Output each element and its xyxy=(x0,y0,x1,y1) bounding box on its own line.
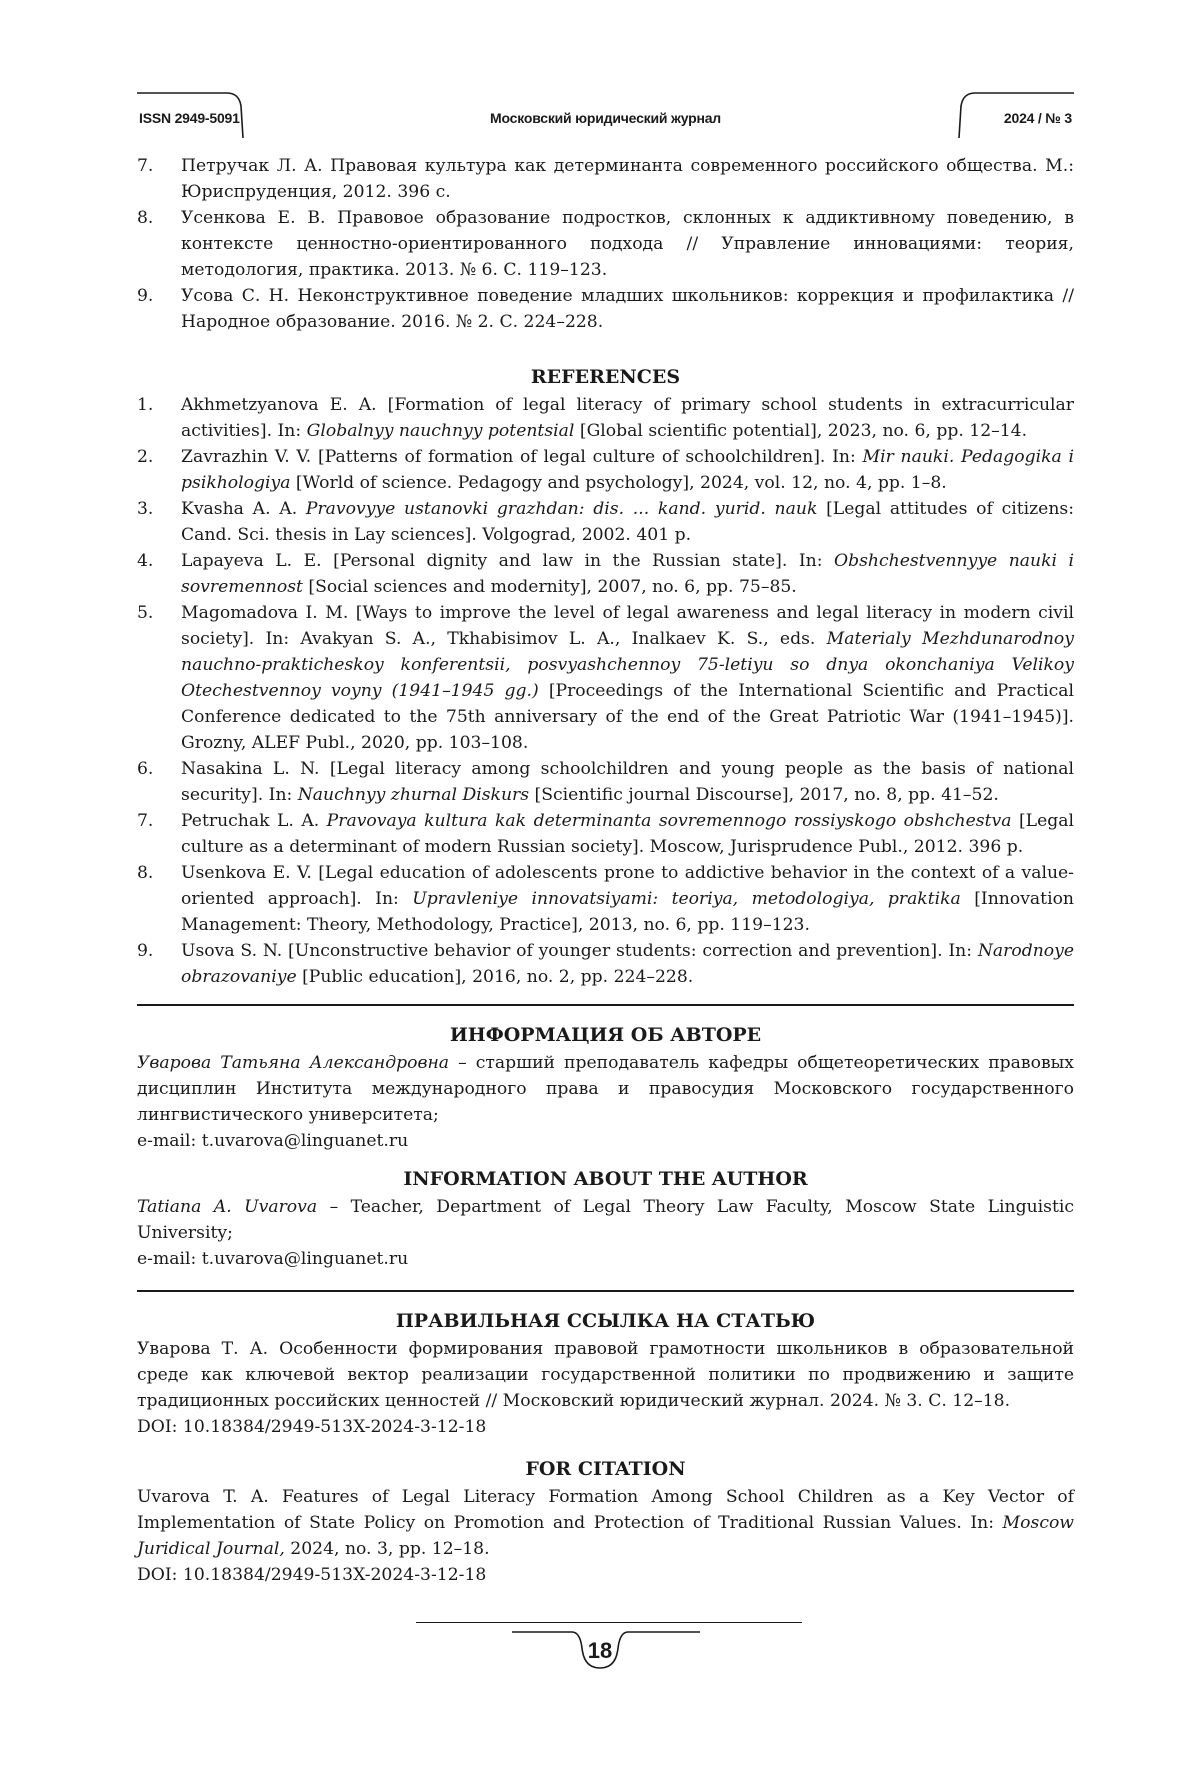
citation-ru-text: Уварова Т. А. Особенности формирования правовой грамотности школьников в образовательной среде как ключевой вектор реализации государственной политики по продвижению и защите традиционных российских ценностей // Московский юридический журнал. 2024. № 3. С. 12–18. xyxy=(137,1339,1074,1411)
citation-ru-title: ПРАВИЛЬНАЯ ССЫЛКА НА СТАТЬЮ xyxy=(395,1310,816,1332)
ref-text: Usova S. N. [Unconstructive behavior of younger students: correction and prevention]. In: Narodnoye obrazovaniye [Public education], 2016, no. 2, pp. 224–228. xyxy=(181,941,1074,987)
ru-reference-item xyxy=(137,205,1074,283)
running-header xyxy=(137,92,1074,140)
en-reference-item xyxy=(137,756,1074,808)
author-ru-text xyxy=(137,1050,1074,1128)
ref-text: Zavrazhin V. V. [Patterns of formation of legal culture of schoolchildren]. In: Mir nauki. Pedagogika i psikhologiya [World of science. Pedagogy and psychology], 2024, vol. 12, no. 4, pp. 1–8. xyxy=(181,447,1074,493)
citation-en-title: FOR CITATION xyxy=(525,1458,686,1480)
page-footer xyxy=(0,1620,1200,1690)
author-ru-desc: – старший преподаватель кафедры общетеоретических правовых дисциплин Института международного права и правосудия Московского государственного лингвистического университета; xyxy=(137,1053,1074,1125)
ru-references-list xyxy=(137,153,1074,335)
ref-number: 1. xyxy=(137,395,154,415)
en-reference-item xyxy=(137,860,1074,938)
author-ru-title: ИНФОРМАЦИЯ ОБ АВТОРЕ xyxy=(449,1024,762,1046)
references-title: REFERENCES xyxy=(530,366,681,388)
author-ru-email: e-mail: t.uvarova@linguanet.ru xyxy=(137,1131,409,1151)
ref-text: Akhmetzyanova E. A. [Formation of legal literacy of primary school students in extracurricular activities]. In: Globalnyy nauchnyy potentsial [Global scientific potential], 2023, no. 6, pp. 12–14. xyxy=(181,395,1074,441)
ru-reference-item xyxy=(137,153,1074,205)
author-ru-name: Уварова Татьяна Александровна xyxy=(137,1053,450,1073)
author-en-name: Tatiana A. Uvarova xyxy=(137,1197,318,1217)
en-reference-item xyxy=(137,938,1074,990)
ref-number: 4. xyxy=(137,551,154,571)
en-reference-item xyxy=(137,600,1074,756)
en-reference-item xyxy=(137,496,1074,548)
ref-number: 8. xyxy=(137,208,154,228)
citation-ru-doi: DOI: 10.18384/2949-513X-2024-3-12-18 xyxy=(137,1417,487,1437)
ref-number: 7. xyxy=(137,811,154,831)
journal-title: Московский юридический журнал xyxy=(490,110,721,126)
ref-text: Nasakina L. N. [Legal literacy among schoolchildren and young people as the basis of national security]. In: Nauchnyy zhurnal Diskurs [Scientific journal Discourse], 2017, no. 8, pp. 41–52. xyxy=(181,759,1074,805)
ref-number: 5. xyxy=(137,603,154,623)
en-references-list xyxy=(137,392,1074,990)
author-en-email: e-mail: t.uvarova@linguanet.ru xyxy=(137,1249,409,1269)
en-reference-item xyxy=(137,392,1074,444)
page-content xyxy=(137,153,1074,1588)
en-reference-item xyxy=(137,548,1074,600)
ref-number: 8. xyxy=(137,863,154,883)
issn-label: ISSN 2949-5091 xyxy=(139,110,240,126)
ref-text: Петручак Л. А. Правовая культура как детерминанта современного российского общества. М.: Юриспруденция, 2012. 396 с. xyxy=(181,156,1074,202)
ref-number: 7. xyxy=(137,156,154,176)
ref-number: 6. xyxy=(137,759,154,779)
ref-text: Lapayeva L. E. [Personal dignity and law in the Russian state]. In: Obshchestvennyye nauki i sovremennost [Social sciences and modernity], 2007, no. 6, pp. 75–85. xyxy=(181,551,1074,597)
ref-text: Усова С. Н. Неконструктивное поведение младших школьников: коррекция и профилактика // Народное образование. 2016. № 2. С. 224–228. xyxy=(181,286,1074,332)
ref-text: Усенкова Е. В. Правовое образование подростков, склонных к аддиктивному поведению, в контексте ценностно-ориентированного подхода // Управление инновациями: теория, методология, практика. 2013. № 6. С. 119–123. xyxy=(181,208,1074,280)
citation-en-doi: DOI: 10.18384/2949-513X-2024-3-12-18 xyxy=(137,1565,487,1585)
page-number: 18 xyxy=(587,1638,613,1663)
ref-number: 9. xyxy=(137,941,154,961)
ref-text: Usenkova E. V. [Legal education of adolescents prone to addictive behavior in the context of a value-oriented approach]. In: Upravleniye innovatsiyami: teoriya, metodologiya, praktika [Innovation Management: Theory, Methodology, Practice], 2013, no. 6, pp. 119–123. xyxy=(181,863,1074,935)
ref-text: Petruchak L. A. Pravovaya kultura kak determinanta sovremennogo rossiyskogo obshchestva [Legal culture as a determinant of modern Russian society]. Moscow, Jurisprudence Publ., 2012. 396 p. xyxy=(181,811,1074,857)
author-en-desc: – Teacher, Department of Legal Theory Law Faculty, Moscow State Linguistic University; xyxy=(137,1197,1074,1243)
ref-text: Magomadova I. M. [Ways to improve the level of legal awareness and legal literacy in modern civil society]. In: Avakyan S. A., Tkhabisimov L. A., Inalkaev K. S., eds. Materialy Mezhdunarodnoy nauchno-prakticheskoy konferentsii, posvyashchennoy 75-letiyu so dnya okonchaniya Velikoy Otechestvennoy voyny (1941–1945 gg.) [Proceedings of the International Scientific and Practical Conference dedicated to the 75th anniversary of the end of the Great Patriotic War (1941–1945)]. Grozny, ALEF Publ., 2020, pp. 103–108. xyxy=(181,603,1074,753)
issue-label: 2024 / № 3 xyxy=(1003,110,1072,126)
en-reference-item xyxy=(137,444,1074,496)
author-en-text xyxy=(137,1194,1074,1246)
ref-number: 9. xyxy=(137,286,154,306)
en-reference-item xyxy=(137,808,1074,860)
ref-text: Kvasha A. A. Pravovyye ustanovki grazhdan: dis. ... kand. yurid. nauk [Legal attitudes of citizens: Cand. Sci. thesis in Lay sciences]. Volgograd, 2002. 401 p. xyxy=(181,499,1075,545)
author-en-title: INFORMATION ABOUT THE AUTHOR xyxy=(403,1168,808,1190)
ref-number: 2. xyxy=(137,447,154,467)
citation-en-text: Uvarova T. A. Features of Legal Literacy Formation Among School Children as a Key Vector of Implementation of State Policy on Promotion and Protection of Traditional Russian Values. In: Moscow Juridical Journal, 2024, no. 3, pp. 12–18. xyxy=(137,1487,1074,1559)
ru-reference-item xyxy=(137,283,1074,335)
ref-number: 3. xyxy=(137,499,154,519)
